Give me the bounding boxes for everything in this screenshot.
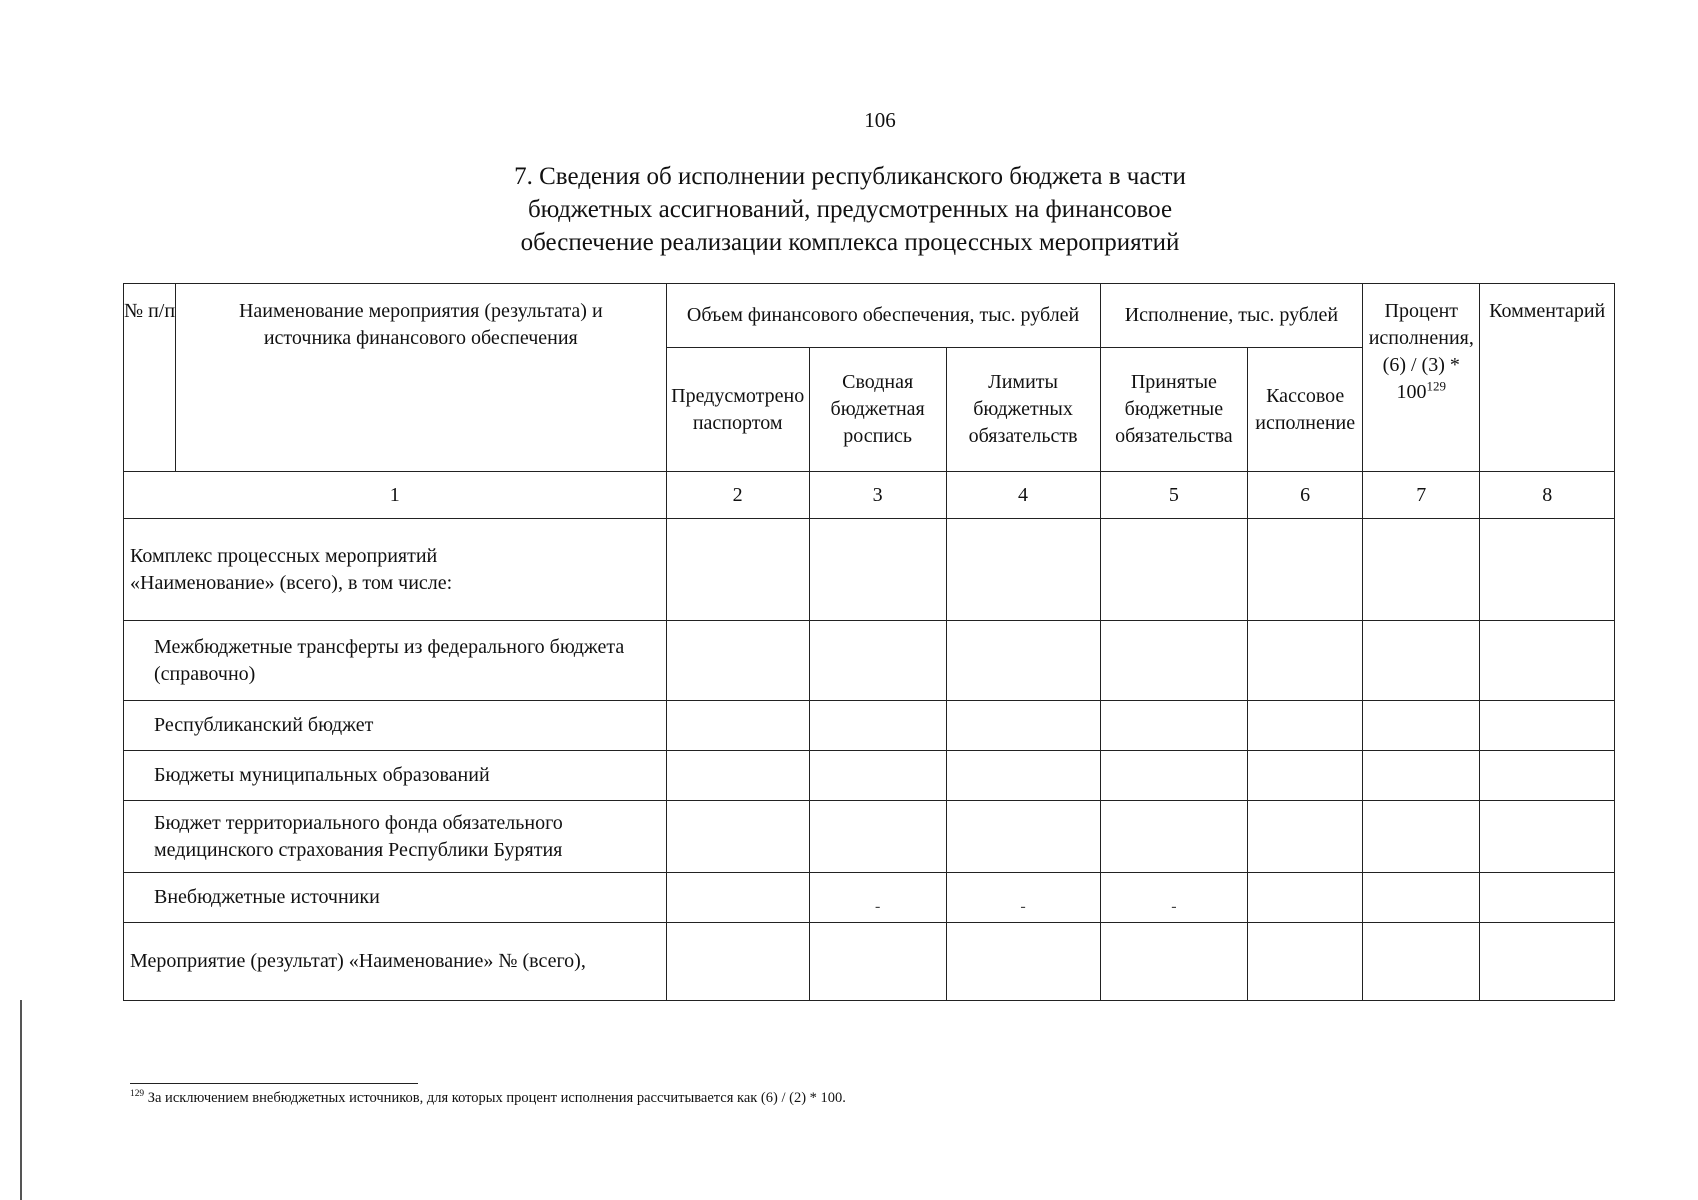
table-cell: [946, 923, 1100, 1001]
table-cell: [1248, 801, 1363, 873]
table-cell: [666, 873, 809, 923]
table-cell: [1363, 621, 1480, 701]
table-cell: [1480, 923, 1615, 1001]
table-cell: [666, 923, 809, 1001]
table-cell: [1100, 801, 1248, 873]
column-number: 1: [124, 472, 667, 519]
table-cell: [946, 751, 1100, 801]
table-cell: [1248, 621, 1363, 701]
table-cell: [1480, 873, 1615, 923]
table-cell: [1363, 873, 1480, 923]
table-cell: [809, 801, 946, 873]
dash-mark: -: [1100, 873, 1248, 923]
header-exec-cash: Кассовое исполнение: [1248, 348, 1363, 472]
table-row: [124, 701, 1615, 751]
header-execution-group: Исполнение, тыс. рублей: [1100, 284, 1363, 348]
footnote-mark: 129: [130, 1089, 145, 1100]
column-number: 3: [809, 472, 946, 519]
table-cell: [946, 801, 1100, 873]
table-cell: [1248, 873, 1363, 923]
header-volume-limits: Лимиты бюджетных обязательств: [946, 348, 1100, 472]
title-line: бюджетных ассигнований, предусмотренных на финансовое: [527, 196, 1173, 223]
table-cell: [666, 751, 809, 801]
row-label: Бюджет территориального фонда обязательного медицинского страхования Республики Бурятия: [124, 801, 667, 873]
table-cell: [1100, 751, 1248, 801]
table-row: [124, 801, 1615, 873]
table-cell: [1363, 701, 1480, 751]
header-exec-accepted: Принятые бюджетные обязательства: [1100, 348, 1248, 472]
table-cell: [666, 801, 809, 873]
row-label: Комплекс процессных мероприятий «Наименование» (всего), в том числе:: [124, 519, 667, 621]
column-number: 2: [666, 472, 809, 519]
document-title: [430, 160, 1270, 259]
table-cell: [946, 519, 1100, 621]
page-number: 106: [864, 108, 896, 132]
column-number: 6: [1248, 472, 1363, 519]
row-label: Республиканский бюджет: [124, 701, 667, 751]
table-cell: [809, 923, 946, 1001]
header-volume-passport: Предусмотрено паспортом: [666, 348, 809, 472]
table-cell: [1363, 801, 1480, 873]
table-cell: [809, 519, 946, 621]
execution-table: [123, 283, 1615, 1001]
table-row: [124, 751, 1615, 801]
title-line: обеспечение реализации комплекса процессных мероприятий: [520, 229, 1180, 256]
table-cell: [809, 621, 946, 701]
row-label: Межбюджетные трансферты из федерального бюджета (справочно): [124, 621, 667, 701]
footnote-ref: 129: [1426, 378, 1447, 394]
header-volume-group: Объем финансового обеспечения, тыс. рублей: [666, 284, 1100, 348]
table-cell: [666, 519, 809, 621]
table-cell: [946, 701, 1100, 751]
table-row: [124, 873, 1615, 923]
table-cell: [1100, 621, 1248, 701]
table-cell: [946, 621, 1100, 701]
column-number: 4: [946, 472, 1100, 519]
table-cell: [1363, 923, 1480, 1001]
table-cell: [1480, 621, 1615, 701]
table-cell: [1100, 701, 1248, 751]
row-label: Мероприятие (результат) «Наименование» № (всего),: [124, 923, 667, 1001]
header-name: Наименование мероприятия (результата) и источника финансового обеспечения: [176, 284, 666, 472]
table-cell: [666, 621, 809, 701]
table-row: [124, 923, 1615, 1001]
header-percent-text: Процент исполнения, (6) / (3) * 100: [1368, 300, 1474, 403]
table-cell: [809, 701, 946, 751]
column-number: 5: [1100, 472, 1248, 519]
table-cell: [1363, 519, 1480, 621]
title-line: 7. Сведения об исполнении республиканского бюджета в части: [514, 163, 1186, 190]
table-row: [124, 519, 1615, 621]
table-cell: [1480, 751, 1615, 801]
table-cell: [1480, 701, 1615, 751]
table-row: [124, 621, 1615, 701]
scan-margin-line: [20, 1000, 22, 1200]
row-label: Бюджеты муниципальных образований: [124, 751, 667, 801]
dash-mark: -: [946, 873, 1100, 923]
table-cell: [1248, 519, 1363, 621]
header-comment: Комментарий: [1480, 284, 1615, 472]
table-cell: [1100, 519, 1248, 621]
footnote-text: За исключением внебюджетных источников, для которых процент исполнения рассчитывается как (6) / (2) * 100.: [147, 1090, 846, 1106]
table-cell: [1480, 519, 1615, 621]
table-cell: [1363, 751, 1480, 801]
footnote-divider: [130, 1083, 418, 1084]
header-volume-budget-list: Сводная бюджетная роспись: [809, 348, 946, 472]
dash-mark: -: [809, 873, 946, 923]
footnote: [130, 1088, 1330, 1108]
column-number: 8: [1480, 472, 1615, 519]
header-percent: [1363, 284, 1480, 472]
table-cell: [809, 751, 946, 801]
table-cell: [1248, 751, 1363, 801]
table-cell: [1248, 701, 1363, 751]
table-cell: [1100, 923, 1248, 1001]
column-number: 7: [1363, 472, 1480, 519]
table-cell: [666, 701, 809, 751]
table-cell: [1480, 801, 1615, 873]
table-cell: [1248, 923, 1363, 1001]
header-number: № п/п: [124, 284, 176, 472]
row-label: Внебюджетные источники: [124, 873, 667, 923]
